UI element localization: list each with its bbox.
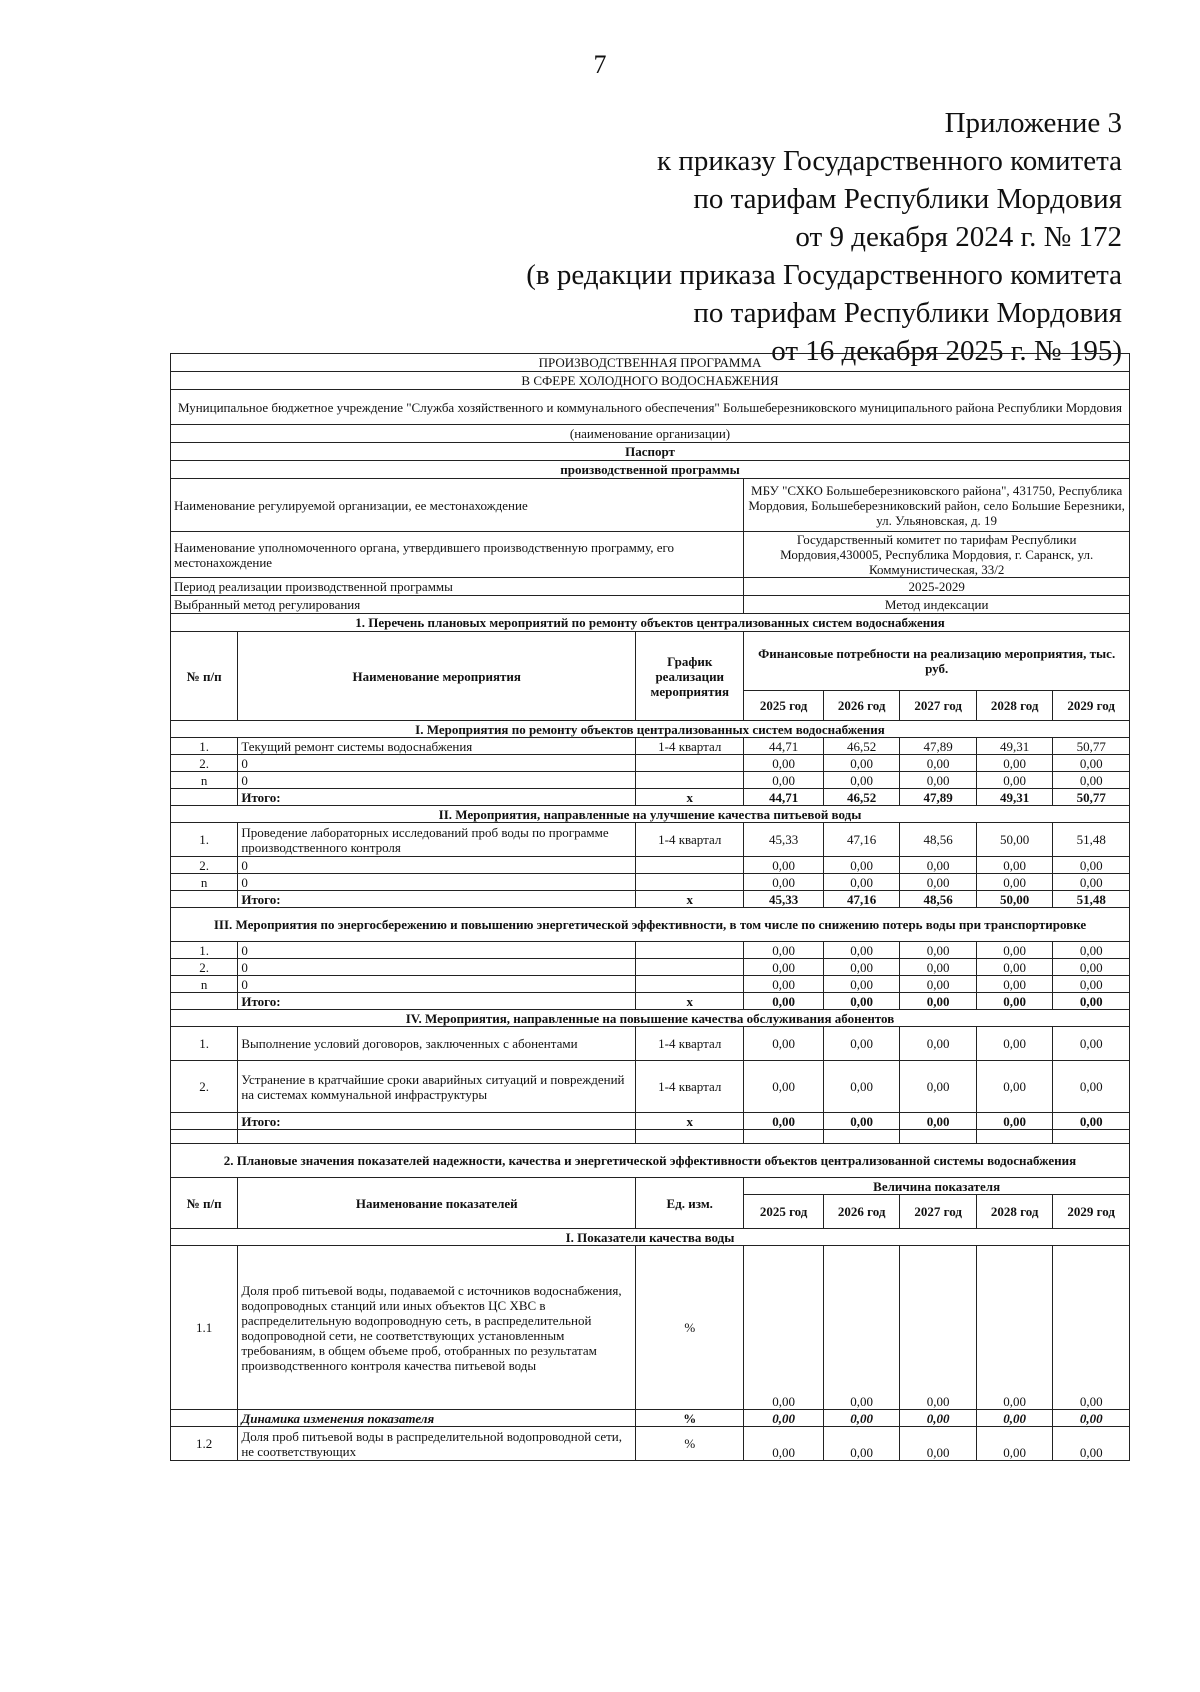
value-cell: 0,00	[1053, 1427, 1130, 1461]
total-label: Итого:	[238, 1113, 636, 1130]
activity-name: 0	[238, 755, 636, 772]
period-label: Период реализации производственной программы	[171, 578, 744, 596]
value-cell: 0,00	[1053, 1061, 1130, 1113]
value-cell: 0,00	[744, 755, 824, 772]
total-value: 45,33	[744, 891, 824, 908]
value-cell: 0,00	[976, 755, 1053, 772]
table-row	[171, 891, 1130, 908]
total-value: 0,00	[976, 993, 1053, 1010]
empty-cell	[823, 1130, 900, 1144]
value-cell: 0,00	[900, 1061, 977, 1113]
col-schedule-header: График реализации мероприятия	[636, 632, 744, 721]
total-label: Итого:	[238, 993, 636, 1010]
total-value: 50,00	[976, 891, 1053, 908]
total-value: 0,00	[900, 993, 977, 1010]
table-row	[171, 1061, 1130, 1113]
value-cell: 0,00	[744, 1427, 824, 1461]
appendix-line: от 16 декабря 2025 г. № 195)	[771, 335, 1122, 367]
total-value: 0,00	[1053, 993, 1130, 1010]
value-cell: 0,00	[976, 857, 1053, 874]
table-row	[171, 823, 1130, 857]
value-cell: 0,00	[900, 857, 977, 874]
activity-name: 0	[238, 772, 636, 789]
value-cell: 0,00	[976, 1027, 1053, 1061]
row-number: 2.	[171, 1061, 238, 1113]
activity-name: 0	[238, 874, 636, 891]
empty-cell	[900, 1130, 977, 1144]
value-cell: 0,00	[744, 976, 824, 993]
table-row	[171, 806, 1130, 823]
passport-title: Паспорт	[171, 443, 1130, 461]
value-cell: 46,52	[823, 738, 900, 755]
row-number	[171, 1410, 238, 1427]
total-value: 50,77	[1053, 789, 1130, 806]
table-row	[171, 959, 1130, 976]
value-cell: 0,00	[900, 1027, 977, 1061]
col-num-header: № п/п	[171, 1178, 238, 1229]
value-cell: 50,77	[1053, 738, 1130, 755]
empty-cell	[1053, 1130, 1130, 1144]
unit-cell: %	[636, 1427, 744, 1461]
value-cell: 0,00	[1053, 1246, 1130, 1410]
value-cell: 0,00	[744, 1027, 824, 1061]
row-number: n	[171, 976, 238, 993]
table-row	[171, 1144, 1130, 1178]
method-value: Метод индексации	[744, 596, 1130, 614]
group-title: I. Мероприятия по ремонту объектов централизованных систем водоснабжения	[171, 721, 1130, 738]
appendix-line: (в редакции приказа Государственного комитета	[526, 259, 1122, 291]
schedule-cell	[636, 874, 744, 891]
activity-name: 0	[238, 959, 636, 976]
value-cell: 0,00	[823, 857, 900, 874]
value-cell: 0,00	[744, 857, 824, 874]
value-cell: 0,00	[1053, 1410, 1130, 1427]
appendix-header	[526, 104, 1122, 370]
year-header: 2026 год	[823, 690, 900, 720]
value-cell: 0,00	[976, 772, 1053, 789]
year-header: 2027 год	[900, 1195, 977, 1229]
empty-cell	[744, 1130, 824, 1144]
table-row	[171, 721, 1130, 738]
year-header: 2025 год	[744, 690, 824, 720]
value-cell: 0,00	[1053, 1027, 1130, 1061]
section1-title: 1. Перечень плановых мероприятий по ремонту объектов централизованных систем водоснабжения	[171, 614, 1130, 632]
empty-cell	[976, 1130, 1053, 1144]
col-value-header: Величина показателя	[744, 1178, 1130, 1195]
value-cell: 0,00	[823, 1027, 900, 1061]
col-name-header: Наименование мероприятия	[238, 632, 636, 721]
total-value: 0,00	[976, 1113, 1053, 1130]
program-subtitle: В СФЕРЕ ХОЛОДНОГО ВОДОСНАБЖЕНИЯ	[171, 372, 1130, 390]
year-header: 2028 год	[976, 1195, 1053, 1229]
schedule-cell	[636, 976, 744, 993]
production-program-table	[170, 353, 1130, 1461]
col-name-header: Наименование показателей	[238, 1178, 636, 1229]
row-number	[171, 789, 238, 806]
total-value: 44,71	[744, 789, 824, 806]
value-cell: 0,00	[1053, 772, 1130, 789]
value-cell: 0,00	[823, 942, 900, 959]
table-row	[171, 1229, 1130, 1246]
value-cell: 0,00	[900, 942, 977, 959]
row-number	[171, 1113, 238, 1130]
table-row	[171, 1178, 1130, 1195]
row-number: 1.	[171, 1027, 238, 1061]
value-cell: 47,16	[823, 823, 900, 857]
organization-name: Муниципальное бюджетное учреждение "Служба хозяйственного и коммунального обеспечения" Большеберезниковского муниципального района Республики Мордовия	[171, 390, 1130, 425]
total-value: 0,00	[744, 1113, 824, 1130]
schedule-cell	[636, 959, 744, 976]
total-value: 0,00	[823, 1113, 900, 1130]
year-header: 2025 год	[744, 1195, 824, 1229]
section2-title: 2. Плановые значения показателей надежности, качества и энергетической эффективности объектов централизованной системы водоснабжения	[171, 1144, 1130, 1178]
total-value: 47,16	[823, 891, 900, 908]
table-row	[171, 1427, 1130, 1461]
value-cell: 0,00	[744, 874, 824, 891]
schedule-cell: 1-4 квартал	[636, 1027, 744, 1061]
value-cell: 0,00	[900, 1246, 977, 1410]
value-cell: 0,00	[1053, 976, 1130, 993]
authority-label: Наименование уполномоченного органа, утвердившего производственную программу, его местонахождение	[171, 532, 744, 578]
value-cell: 0,00	[976, 959, 1053, 976]
row-number: 2.	[171, 959, 238, 976]
table-row	[171, 1410, 1130, 1427]
value-cell: 47,89	[900, 738, 977, 755]
group-title: I. Показатели качества воды	[171, 1229, 1130, 1246]
table-row	[171, 738, 1130, 755]
org-label: Наименование регулируемой организации, ее местонахождение	[171, 479, 744, 532]
total-value: 0,00	[823, 993, 900, 1010]
value-cell: 0,00	[900, 1410, 977, 1427]
value-cell: 0,00	[900, 772, 977, 789]
value-cell: 51,48	[1053, 823, 1130, 857]
total-label: Итого:	[238, 891, 636, 908]
schedule-cell	[636, 772, 744, 789]
col-num-header: № п/п	[171, 632, 238, 721]
year-header: 2028 год	[976, 690, 1053, 720]
group-title: III. Мероприятия по энергосбережению и повышению энергетической эффективности, в том числе по снижению потерь воды при транспортировке	[171, 908, 1130, 942]
row-number: n	[171, 874, 238, 891]
value-cell: 44,71	[744, 738, 824, 755]
schedule-cell: 1-4 квартал	[636, 1061, 744, 1113]
total-label: Итого:	[238, 789, 636, 806]
table-row	[171, 1130, 1130, 1144]
value-cell: 0,00	[823, 874, 900, 891]
value-cell: 0,00	[976, 1427, 1053, 1461]
total-x: х	[636, 789, 744, 806]
year-header: 2029 год	[1053, 690, 1130, 720]
table-row	[171, 789, 1130, 806]
year-header: 2026 год	[823, 1195, 900, 1229]
total-value: 0,00	[900, 1113, 977, 1130]
row-number: 1.	[171, 738, 238, 755]
table-row	[171, 1246, 1130, 1410]
value-cell: 0,00	[1053, 959, 1130, 976]
value-cell: 0,00	[976, 1246, 1053, 1410]
year-header: 2029 год	[1053, 1195, 1130, 1229]
value-cell: 0,00	[976, 942, 1053, 959]
table-row	[171, 1027, 1130, 1061]
value-cell: 48,56	[900, 823, 977, 857]
value-cell: 50,00	[976, 823, 1053, 857]
value-cell: 0,00	[976, 1061, 1053, 1113]
table-row	[171, 942, 1130, 959]
row-number: n	[171, 772, 238, 789]
activity-name: 0	[238, 942, 636, 959]
table-row	[171, 755, 1130, 772]
value-cell: 0,00	[1053, 874, 1130, 891]
activity-name: 0	[238, 857, 636, 874]
value-cell: 0,00	[744, 1061, 824, 1113]
value-cell: 0,00	[823, 959, 900, 976]
row-number	[171, 891, 238, 908]
value-cell: 0,00	[900, 976, 977, 993]
schedule-cell	[636, 942, 744, 959]
total-x: х	[636, 891, 744, 908]
unit-cell: %	[636, 1410, 744, 1427]
value-cell: 0,00	[823, 976, 900, 993]
activity-name: Выполнение условий договоров, заключенных с абонентами	[238, 1027, 636, 1061]
value-cell: 0,00	[1053, 755, 1130, 772]
activity-name: Текущий ремонт системы водоснабжения	[238, 738, 636, 755]
col-fin-header: Финансовые потребности на реализацию мероприятия, тыс. руб.	[744, 632, 1130, 691]
period-value: 2025-2029	[744, 578, 1130, 596]
value-cell: 0,00	[1053, 857, 1130, 874]
col-unit-header: Ед. изм.	[636, 1178, 744, 1229]
total-value: 48,56	[900, 891, 977, 908]
activity-name: 0	[238, 976, 636, 993]
appendix-line: по тарифам Республики Мордовия	[693, 183, 1122, 215]
total-value: 46,52	[823, 789, 900, 806]
value-cell: 0,00	[900, 959, 977, 976]
value-cell: 0,00	[744, 942, 824, 959]
program-title: ПРОИЗВОДСТВЕННАЯ ПРОГРАММА	[171, 354, 1130, 372]
schedule-cell: 1-4 квартал	[636, 823, 744, 857]
activity-name: Устранение в кратчайшие сроки аварийных ситуаций и повреждений на системах коммунальной инфраструктуры	[238, 1061, 636, 1113]
table-row	[171, 908, 1130, 942]
value-cell: 45,33	[744, 823, 824, 857]
value-cell: 49,31	[976, 738, 1053, 755]
table-body	[171, 354, 1130, 1461]
empty-cell	[636, 1130, 744, 1144]
row-number: 2.	[171, 755, 238, 772]
org-value: МБУ "СХКО Большеберезниковского района", 431750, Республика Мордовия, Большеберезниковский район, село Большие Березники, ул. Ульяновская, д. 19	[744, 479, 1130, 532]
activity-name: Проведение лабораторных исследований проб воды по программе производственного контроля	[238, 823, 636, 857]
table-row	[171, 993, 1130, 1010]
total-value: 51,48	[1053, 891, 1130, 908]
page-number: 7	[593, 50, 607, 79]
value-cell: 0,00	[976, 874, 1053, 891]
value-cell: 0,00	[900, 755, 977, 772]
row-number: 1.1	[171, 1246, 238, 1410]
table-row	[171, 1010, 1130, 1027]
value-cell: 0,00	[744, 772, 824, 789]
unit-cell: %	[636, 1246, 744, 1410]
appendix-line: от 9 декабря 2024 г. № 172	[795, 221, 1122, 253]
row-number: 1.2	[171, 1427, 238, 1461]
total-x: х	[636, 993, 744, 1010]
dynamics-label: Динамика изменения показателя	[238, 1410, 636, 1427]
table-row	[171, 857, 1130, 874]
appendix-line: Приложение 3	[944, 107, 1122, 139]
total-value: 0,00	[744, 993, 824, 1010]
organization-caption: (наименование организации)	[171, 425, 1130, 443]
passport-subtitle: производственной программы	[171, 461, 1130, 479]
authority-value: Государственный комитет по тарифам Республики Мордовия,430005, Республика Мордовия, г. Саранск, ул. Коммунистическая, 33/2	[744, 532, 1130, 578]
group-title: II. Мероприятия, направленные на улучшение качества питьевой воды	[171, 806, 1130, 823]
value-cell: 0,00	[744, 1410, 824, 1427]
value-cell: 0,00	[823, 1246, 900, 1410]
value-cell: 0,00	[744, 959, 824, 976]
appendix-line: к приказу Государственного комитета	[656, 145, 1122, 177]
schedule-cell	[636, 755, 744, 772]
table-row	[171, 976, 1130, 993]
value-cell: 0,00	[823, 772, 900, 789]
indicator-name: Доля проб питьевой воды в распределительной водопроводной сети, не соответствующих	[238, 1427, 636, 1461]
total-x: х	[636, 1113, 744, 1130]
year-header: 2027 год	[900, 690, 977, 720]
appendix-line: по тарифам Республики Мордовия	[693, 297, 1122, 329]
row-number: 1.	[171, 942, 238, 959]
value-cell: 0,00	[900, 1427, 977, 1461]
row-number: 2.	[171, 857, 238, 874]
table-row	[171, 874, 1130, 891]
value-cell: 0,00	[744, 1246, 824, 1410]
total-value: 47,89	[900, 789, 977, 806]
value-cell: 0,00	[976, 976, 1053, 993]
table-row	[171, 772, 1130, 789]
row-number: 1.	[171, 823, 238, 857]
row-number	[171, 993, 238, 1010]
value-cell: 0,00	[823, 1061, 900, 1113]
empty-cell	[171, 1130, 238, 1144]
value-cell: 0,00	[823, 755, 900, 772]
method-label: Выбранный метод регулирования	[171, 596, 744, 614]
value-cell: 0,00	[1053, 942, 1130, 959]
indicator-name: Доля проб питьевой воды, подаваемой с источников водоснабжения, водопроводных станций или иных объектов ЦС ХВС в распределительную водопроводную сеть, в распределительной водопроводной сети, не соответствующих установленным требованиям, в общем объеме проб, отобранных по результатам производственного контроля качества питьевой воды	[238, 1246, 636, 1410]
value-cell: 0,00	[823, 1427, 900, 1461]
schedule-cell	[636, 857, 744, 874]
total-value: 0,00	[1053, 1113, 1130, 1130]
value-cell: 0,00	[823, 1410, 900, 1427]
value-cell: 0,00	[976, 1410, 1053, 1427]
empty-cell	[238, 1130, 636, 1144]
schedule-cell: 1-4 квартал	[636, 738, 744, 755]
table-row	[171, 1113, 1130, 1130]
value-cell: 0,00	[900, 874, 977, 891]
total-value: 49,31	[976, 789, 1053, 806]
group-title: IV. Мероприятия, направленные на повышение качества обслуживания абонентов	[171, 1010, 1130, 1027]
